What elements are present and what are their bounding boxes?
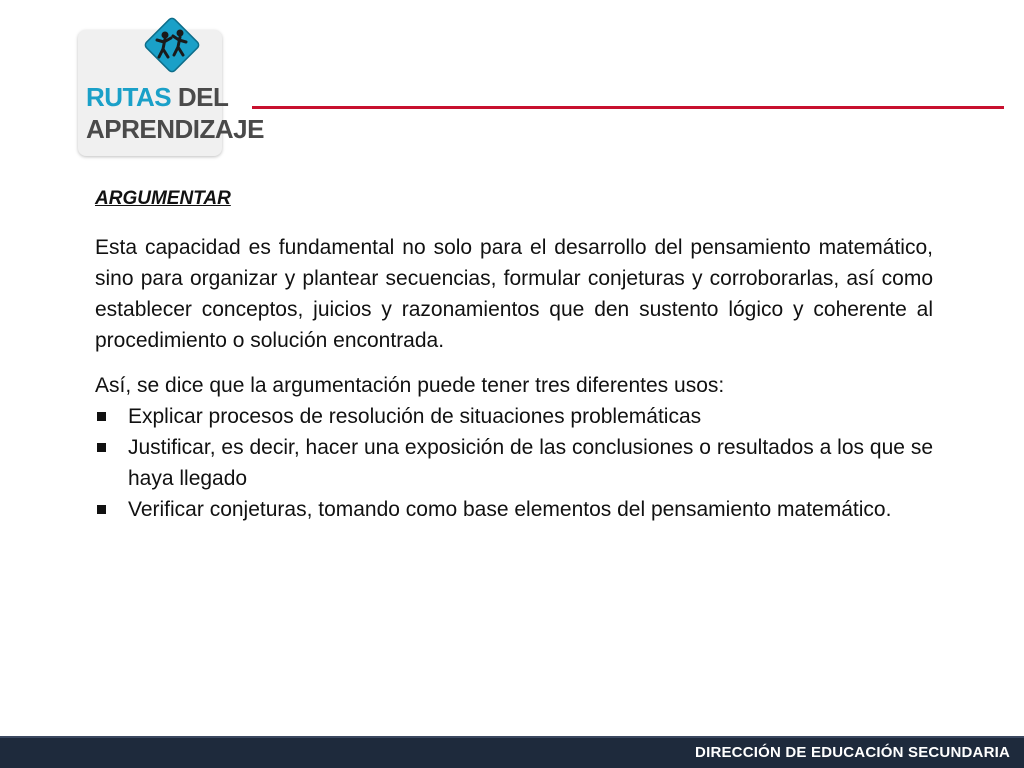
footer-text: DIRECCIÓN DE EDUCACIÓN SECUNDARIA (695, 744, 1010, 761)
uses-intro: Así, se dice que la argumentación puede tener tres diferentes usos: (95, 374, 725, 397)
section-heading: ARGUMENTAR (95, 188, 231, 209)
footer-bar (0, 736, 1024, 768)
logo-word-del: DEL (177, 82, 229, 112)
logo-word-aprendizaje: APRENDIZAJE (86, 114, 264, 144)
children-playing-icon (140, 13, 204, 77)
square-bullet-icon (97, 412, 106, 421)
logo-text (86, 84, 264, 142)
list-item-text: Justificar, es decir, hacer una exposición de las conclusiones o resultados a los que se haya llegado (128, 436, 933, 490)
section-paragraph: Esta capacidad es fundamental no solo para el desarrollo del pensamiento matemático, sino para organizar y plantear secuencias, formular conjeturas y corroborarlas, así como establecer conceptos, juicios y razonamientos que den sustento lógico y coherente al procedimiento o solución encontrada. (95, 236, 933, 352)
list-item (95, 401, 933, 432)
list-item-text: Explicar procesos de resolución de situaciones problemáticas (128, 405, 702, 428)
list-item (95, 432, 933, 494)
uses-list (95, 401, 933, 525)
logo-word-rutas: RUTAS (86, 82, 172, 112)
header-divider (252, 106, 1004, 109)
slide-content (95, 186, 933, 525)
list-item (95, 494, 933, 525)
square-bullet-icon (97, 443, 106, 452)
square-bullet-icon (97, 505, 106, 514)
list-item-text: Verificar conjeturas, tomando como base elementos del pensamiento matemático. (128, 498, 892, 521)
